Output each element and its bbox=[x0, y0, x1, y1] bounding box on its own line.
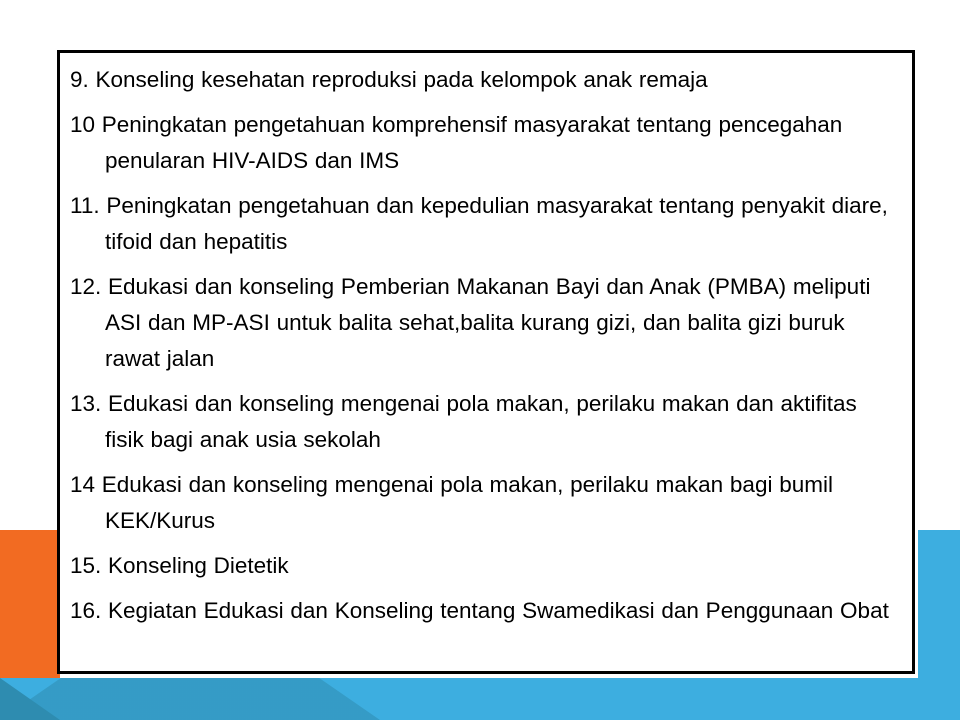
list-item: 9. Konseling kesehatan reproduksi pada kelompok anak remaja bbox=[70, 67, 708, 92]
list-item: 11. Peningkatan pengetahuan dan kepedulian masyarakat tentang penyakit diare, tifoid dan hepatitis bbox=[70, 193, 888, 254]
list-item: 12. Edukasi dan konseling Pemberian Makanan Bayi dan Anak (PMBA) meliputi ASI dan MP-ASI untuk balita sehat,balita kurang gizi, dan balita gizi buruk rawat jalan bbox=[70, 274, 871, 371]
list-item: 10 Peningkatan pengetahuan komprehensif masyarakat tentang pencegahan penularan HIV-AIDS dan IMS bbox=[70, 112, 843, 173]
list-item: 14 Edukasi dan konseling mengenai pola makan, perilaku makan bagi bumil KEK/Kurus bbox=[70, 472, 833, 533]
content-box bbox=[57, 50, 915, 674]
list-item: 13. Edukasi dan konseling mengenai pola makan, perilaku makan dan aktifitas fisik bagi anak usia sekolah bbox=[70, 391, 857, 452]
list-item: 16. Kegiatan Edukasi dan Konseling tentang Swamedikasi dan Penggunaan Obat bbox=[70, 598, 889, 623]
activity-list bbox=[70, 62, 902, 629]
list-item: 15. Konseling Dietetik bbox=[70, 553, 289, 578]
decorative-dark-triangle bbox=[0, 678, 60, 720]
